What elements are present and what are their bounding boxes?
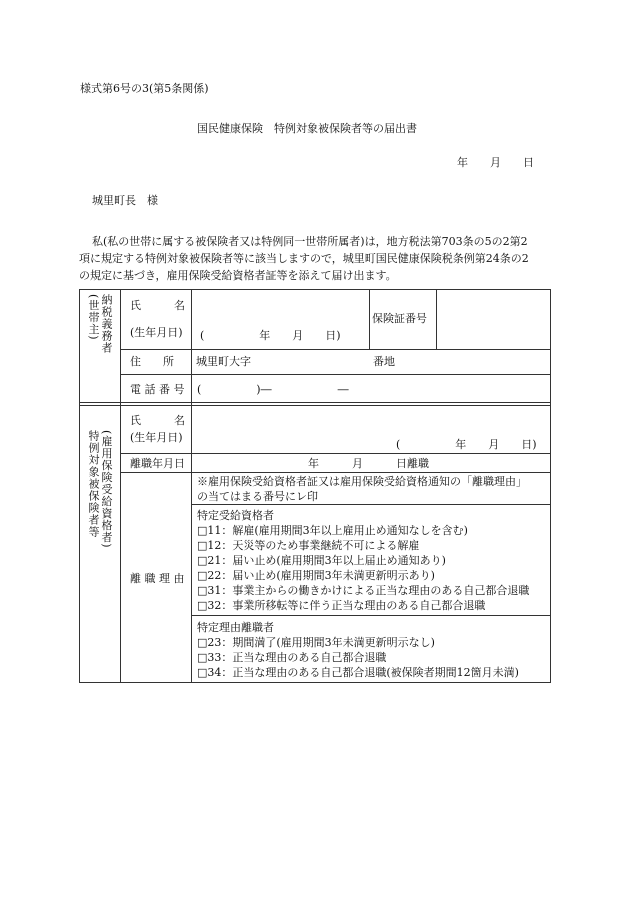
taxpayer-address-suffix: 番地 xyxy=(373,355,395,368)
group2-title: 特定理由離職者 xyxy=(197,621,274,634)
page-title: 国民健康保険 特例対象被保険者等の届出書 xyxy=(197,122,417,135)
taxpayer-section-label: 納税義務者 (世帯主) xyxy=(87,294,113,354)
insured-name-label: 氏 名 xyxy=(130,414,185,427)
row-divider-5 xyxy=(191,504,551,505)
group1-item-12[interactable]: □12：天災等のため事業継続不可による解雇 xyxy=(197,539,420,552)
taxpayer-name-label: 氏 名 xyxy=(130,299,185,312)
group1-title: 特定受給資格者 xyxy=(197,509,274,522)
taxpayer-dob-label: (生年月日) xyxy=(130,326,183,339)
section-break-b xyxy=(80,405,551,406)
insured-dob-label: (生年月日) xyxy=(130,431,183,444)
insured-dob-value[interactable]: ( 年 月 日) xyxy=(396,438,537,451)
col-divider-4 xyxy=(436,290,437,349)
row-divider-1 xyxy=(120,349,551,350)
row-divider-6 xyxy=(191,615,551,616)
separation-date-label: 離職年月日 xyxy=(130,457,185,470)
row-divider-2 xyxy=(120,374,551,375)
application-form-table xyxy=(79,289,551,683)
date-line: 年 月 日 xyxy=(457,156,534,169)
row-divider-4 xyxy=(120,472,551,473)
group1-item-11[interactable]: □11：解雇(雇用期間3年以上雇用止め通知なしを含む) xyxy=(197,524,468,537)
taxpayer-phone-label: 電 話 番 号 xyxy=(130,383,185,396)
section-break-a xyxy=(80,402,551,403)
group2-item-33[interactable]: □33：正当な理由のある自己都合退職 xyxy=(197,651,387,664)
insurance-number-label: 保険証番号 xyxy=(372,312,427,325)
taxpayer-address-label: 住 所 xyxy=(130,355,174,368)
insured-section-label: (雇用保険受給資格者) 特例対象被保険者等 xyxy=(87,430,113,549)
col-divider-3 xyxy=(369,290,370,349)
group2-item-34[interactable]: □34：正当な理由のある自己都合退職(被保険者期間12箇月未満) xyxy=(197,666,519,679)
reason-note-line-2: の当てはまる番号にレ印 xyxy=(197,490,318,503)
group1-item-32[interactable]: □32：事業所移転等に伴う正当な理由のある自己都合退職 xyxy=(197,599,486,612)
addressee: 城里町長 様 xyxy=(92,194,158,207)
separation-date-value[interactable]: 年 月 日離職 xyxy=(308,457,429,470)
group1-item-21[interactable]: □21：届い止め(雇用期間3年以上届止め通知あり) xyxy=(197,554,446,567)
separation-reason-label: 離 職 理 由 xyxy=(130,572,185,585)
row-divider-3 xyxy=(120,453,551,454)
group2-item-23[interactable]: □23：期間満了(雇用期間3年未満更新明示なし) xyxy=(197,636,435,649)
body-line-1: 私(私の世帯に属する被保険者又は特例同一世帯所属者)は，地方税法第703条の5の2第2 xyxy=(92,235,528,248)
group1-item-22[interactable]: □22：届い止め(雇用期間3年未満更新明示あり) xyxy=(197,569,435,582)
taxpayer-address-value[interactable]: 城里町大字 xyxy=(196,355,251,368)
taxpayer-dob-value[interactable]: ( 年 月 日) xyxy=(200,329,341,342)
form-number: 様式第6号の3(第5条関係) xyxy=(80,82,209,95)
group1-item-31[interactable]: □31：事業主からの働きかけによる正当な理由のある自己都合退職 xyxy=(197,584,530,597)
reason-note-line-1: ※雇用保険受給資格者証又は雇用保険受給資格通知の「離職理由」 xyxy=(197,475,527,488)
taxpayer-phone-value[interactable]: ( )― ― xyxy=(197,383,349,396)
body-line-2: 項に規定する特例対象被保険者等に該当しますので，城里町国民健康保険税条例第24条の2 xyxy=(79,252,529,265)
body-line-3: の規定に基づき，雇用保険受給資格者証等を添えて届け出ます。 xyxy=(79,269,397,282)
